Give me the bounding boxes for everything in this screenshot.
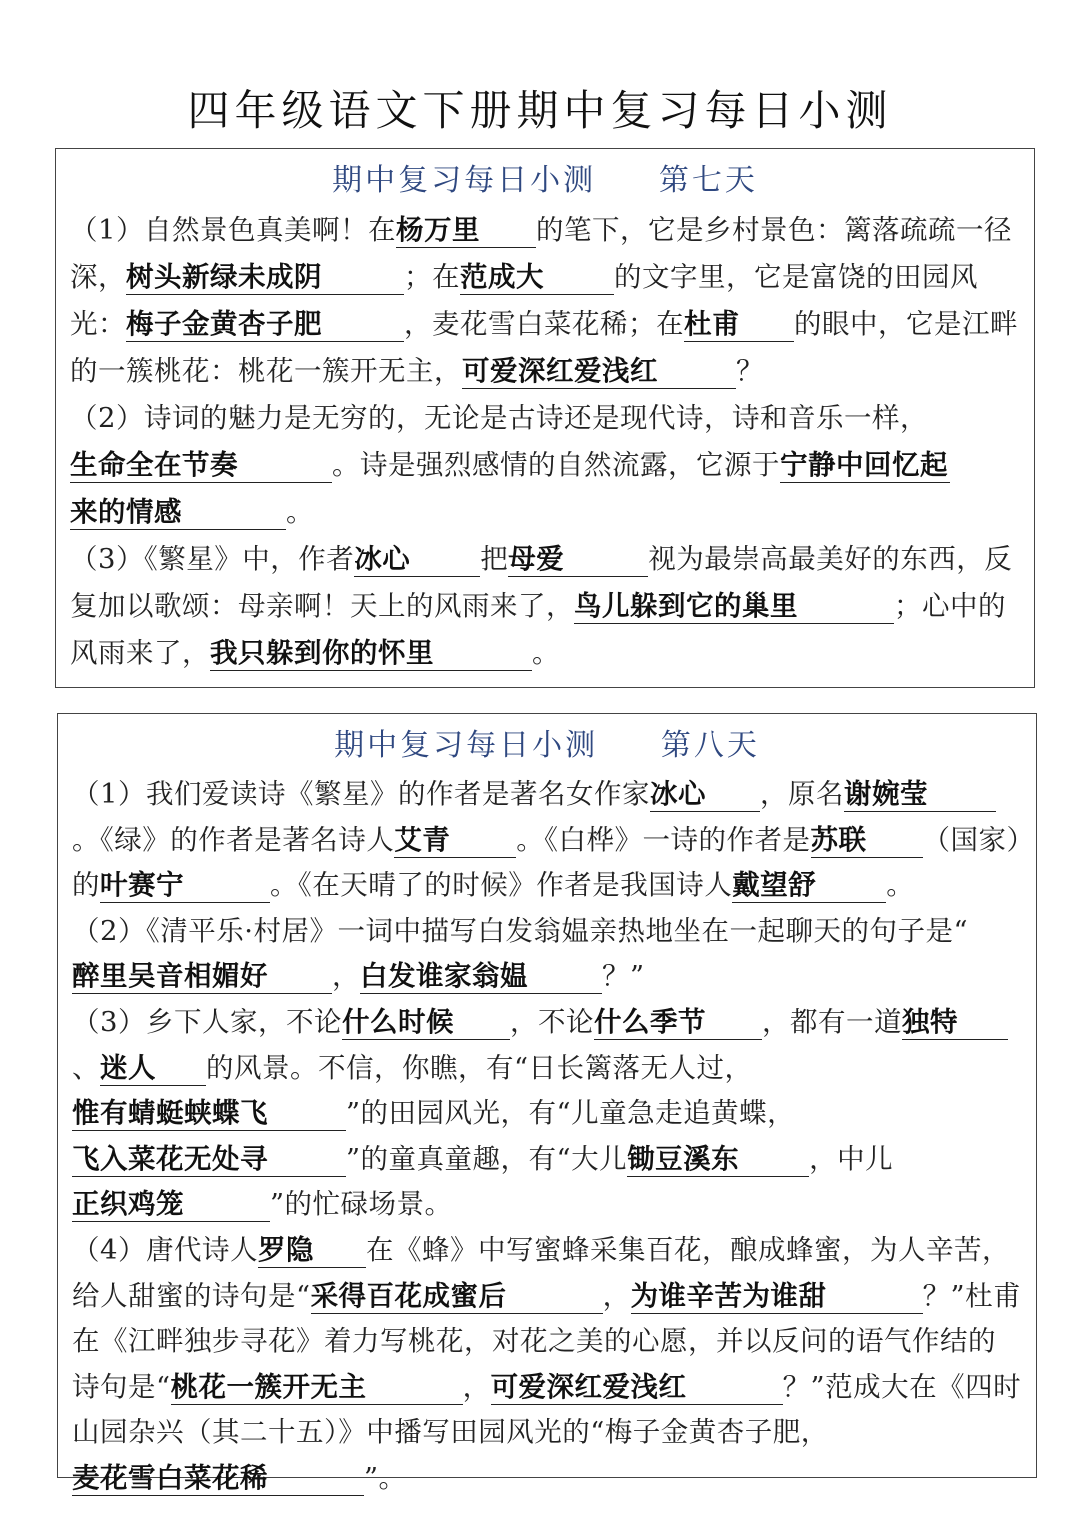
day7-question-3 [70, 536, 1020, 677]
answer-blank: 生命全在节奏 [70, 448, 332, 483]
text: （2）诗词的魅力是无穷的，无论是古诗还是现代诗，诗和音乐一样， [70, 402, 928, 434]
answer-blank: 冰心 [650, 777, 760, 812]
text: ， [332, 960, 360, 993]
quiz-box-day7 [55, 148, 1035, 688]
text: ；在 [404, 261, 460, 293]
day8-question-1 [72, 772, 1022, 909]
text: ？ [736, 355, 764, 387]
text: （1）我们爱读诗《繁星》的作者是著名女作家 [72, 778, 650, 810]
text: （3）乡下人家，不论 [72, 1005, 342, 1038]
answer-blank: 艾青 [394, 823, 516, 858]
answer-blank: 谢婉莹 [844, 777, 996, 812]
day8-question-3 [72, 1000, 1022, 1228]
answer-blank: 什么时候 [342, 1005, 510, 1040]
answer-blank: 苏联 [811, 823, 923, 858]
answer-blank: 叶赛宁 [100, 868, 270, 903]
answer-blank: 惟有蜻蜓蛱蝶飞 [72, 1096, 346, 1131]
text: ？”范成大在《四时山园杂兴（其二十五）》中播写田园风光的“梅子金黄杏子肥， [72, 1370, 1022, 1449]
answer-blank: 母爱 [508, 542, 648, 577]
answer-blank: 什么季节 [594, 1005, 762, 1040]
answer-blank: 锄豆溪东 [627, 1142, 809, 1177]
quiz-box-day8 [57, 713, 1037, 1494]
answer-blank: 桃花一簇开无主 [171, 1370, 463, 1405]
answer-blank: 可爱深红爱浅红 [462, 354, 736, 389]
text: 。《白桦》一诗的作者是 [516, 823, 811, 856]
text: 。 [286, 496, 314, 528]
answer-blank: 为谁辛苦为谁甜 [631, 1279, 923, 1314]
answer-blank: 鸟儿躲到它的巢里 [574, 589, 894, 624]
text: ，麦花雪白菜花稀；在 [404, 308, 684, 340]
answer-blank: 采得百花成蜜后 [311, 1279, 603, 1314]
text: ”的童真童趣，有“大儿 [346, 1142, 628, 1175]
text: 的风景。不信，你瞧，有“日长篱落无人过， [206, 1051, 753, 1084]
answer-blank: 可爱深红爱浅红 [491, 1370, 783, 1405]
text: ”的田园风光，有“儿童急走追黄蝶， [346, 1097, 796, 1130]
answer-blank: 范成大 [460, 260, 614, 295]
answer-blank: 麦花雪白菜花稀 [72, 1461, 364, 1496]
answer-blank: 迷人 [100, 1051, 206, 1086]
text: 。诗是强烈感情的自然流露，它源于 [332, 449, 780, 481]
answer-blank: 独特 [902, 1005, 1008, 1040]
text: ；心中的风雨来了， [70, 590, 1006, 669]
day7-title: 期中复习每日小测 第七天 [332, 163, 758, 198]
text: ”的忙碌场景。 [270, 1188, 453, 1221]
answer-blank: 飞入菜花无处寻 [72, 1142, 346, 1177]
text: ，不论 [510, 1005, 594, 1038]
day8-title: 期中复习每日小测 第八天 [334, 728, 760, 763]
answer-blank: 梅子金黄杏子肥 [126, 307, 404, 342]
text: （4）唐代诗人 [72, 1233, 258, 1266]
answer-blank: 冰心 [354, 542, 480, 577]
day8-question-4 [72, 1228, 1022, 1502]
text: ？”杜甫在《江畔独步寻花》着力写桃花，对花之美的心愿，并以反问的语气作结的诗句是“ [72, 1279, 1022, 1403]
text: （3）《繁星》中，作者 [70, 543, 355, 575]
answer-blank: 杨万里 [396, 213, 536, 248]
text: ？” [602, 960, 645, 993]
answer-blank: 来的情感 [70, 495, 286, 530]
answer-blank: 杜甫 [684, 307, 794, 342]
text: 。《绿》的作者是著名诗人 [72, 823, 395, 856]
text: （1）自然景色真美啊！在 [70, 214, 396, 246]
text: ， [462, 1370, 491, 1403]
text: 视为最崇高最美好的东西，反复加以歌颂：母亲啊！天上的风雨来了， [70, 543, 1013, 622]
text: 的文字里，它是富饶的田园风光： [70, 261, 978, 340]
answer-blank: 醉里吴音相媚好 [72, 959, 332, 994]
text: 的眼中，它是江畔的一簇桃花：桃花一簇开无主， [70, 308, 1018, 387]
day8-question-2 [72, 909, 1022, 1000]
answer-blank: 白发谁家翁媪 [360, 959, 602, 994]
answer-blank: 罗隐 [258, 1233, 366, 1268]
text: 在《蜂》中写蜜蜂采集百花，酿成蜂蜜，为人辛苦，给人甜蜜的诗句是“ [72, 1233, 1010, 1312]
text: 、 [72, 1051, 100, 1084]
text: 。《在天晴了的时候》作者是我国诗人 [270, 869, 733, 902]
day7-question-1 [70, 207, 1020, 395]
text: ，都有一道 [762, 1005, 902, 1038]
text: ，原名 [760, 778, 844, 810]
text: ”。 [364, 1461, 407, 1494]
answer-blank: 树头新绿未成阴 [126, 260, 404, 295]
text: ，中儿 [809, 1142, 894, 1175]
day7-question-2 [70, 395, 1020, 536]
text: 的笔下，它是乡村景色：篱落疏疏一径深， [70, 214, 1012, 293]
text: 把 [480, 543, 509, 575]
answer-blank: 宁静中回忆起 [780, 449, 948, 481]
text: ， [602, 1279, 631, 1312]
answer-blank: 正织鸡笼 [72, 1187, 270, 1222]
text: （2）《清平乐·村居》一词中描写白发翁媪亲热地坐在一起聊天的句子是“ [72, 914, 969, 947]
text: （国家）的 [72, 823, 1021, 902]
answer-blank: 我只躲到你的怀里 [210, 636, 532, 671]
answer-blank: 戴望舒 [732, 868, 886, 903]
text: 。 [532, 637, 560, 669]
text: 。 [886, 869, 915, 902]
page-title: 四年级语文下册期中复习每日小测 [187, 86, 893, 135]
